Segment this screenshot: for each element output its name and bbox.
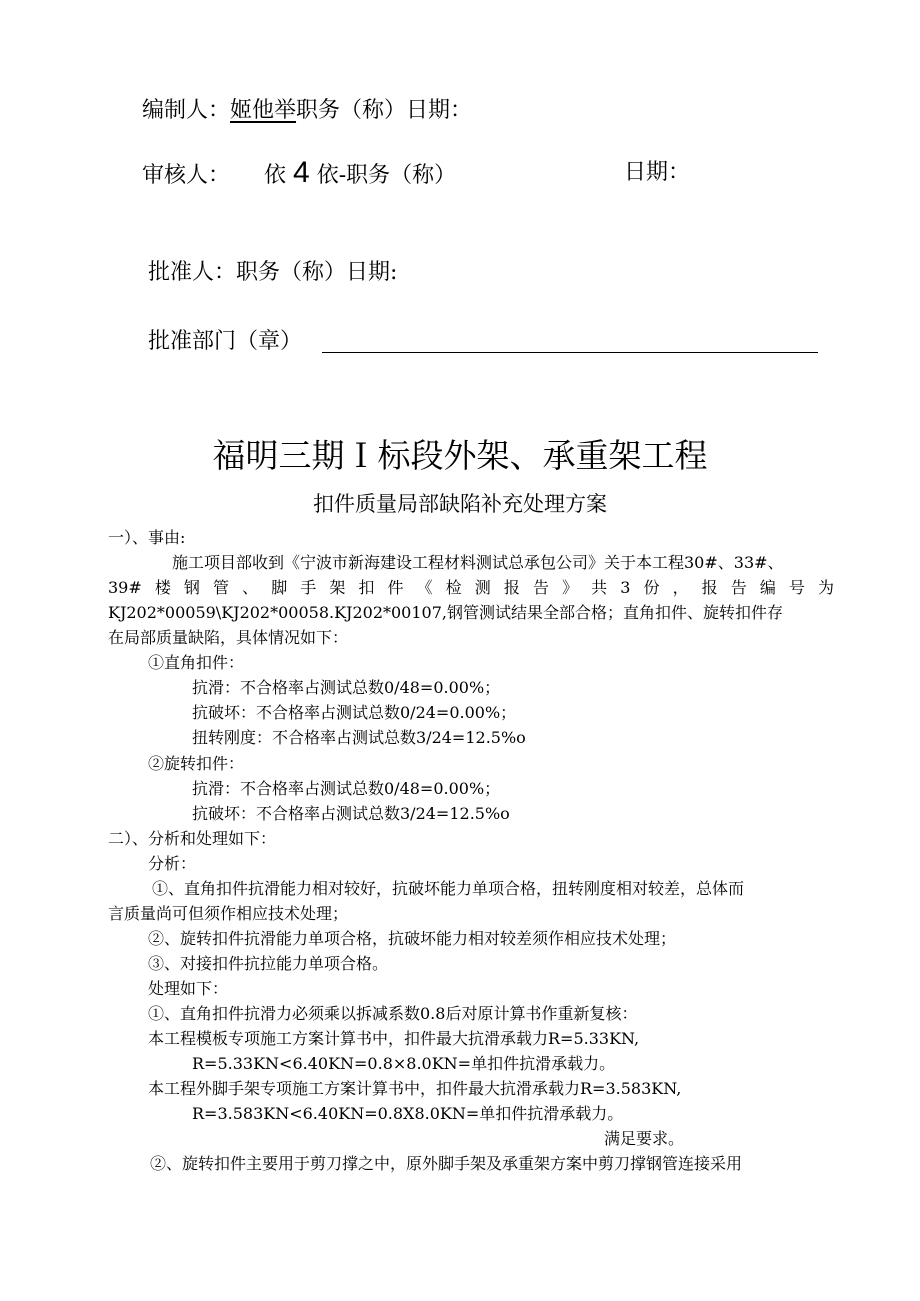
- compiler-label: 编制人：: [142, 98, 231, 123]
- ra-item-2: 抗破坏：不合格率占测试总数0/24=0.00%；: [192, 703, 517, 722]
- section1-heading: 一）、事由:: [108, 528, 186, 547]
- approver-line: 批准人：职务（称）日期:: [148, 260, 398, 285]
- reviewer-name-c: 依-职务（称）: [316, 163, 457, 188]
- document-subtitle: 扣件质量局部缺陷补充处理方案: [313, 492, 607, 516]
- reviewer-name-b: 4: [293, 156, 310, 189]
- section2-heading: 二）、分析和处理如下：: [108, 829, 277, 848]
- ra-item-1: 抗滑：不合格率占测试总数0/48=0.00%；: [192, 678, 501, 697]
- approver-department: 批准部门（章）: [148, 329, 303, 354]
- analysis-3: ③、对接扣件抗拉能力单项合格。: [148, 954, 389, 973]
- stamp-underline: [322, 352, 818, 353]
- document-title: 福明三期Ｉ标段外架、承重架工程: [212, 436, 708, 475]
- sw-item-1: 抗滑：不合格率占测试总数0/48=0.00%；: [192, 779, 501, 798]
- treatment-label: 处理如下：: [148, 979, 229, 998]
- swivel-heading: ②旋转扣件：: [148, 754, 245, 773]
- treatment-2: ②、旋转扣件主要用于剪刀撑之中，原外脚手架及承重架方案中剪刀撑钢管连接采用: [150, 1154, 743, 1173]
- analysis-1-line2: 言质量尚可但须作相应技术处理；: [108, 904, 349, 923]
- right-angle-heading: ①直角扣件：: [148, 653, 245, 672]
- compiler-rest: 职务（称）日期：: [296, 98, 473, 123]
- treatment-1-b: R=5.33KN<6.40KN=0.8×8.0KN=单扣件抗滑承载力。: [192, 1054, 616, 1073]
- compiler-name: 姬他举: [230, 98, 297, 123]
- s1-para-line1: 施工项目部收到《宁波市新海建设工程材料测试总承包公司》关于本工程30#、33#、: [172, 553, 784, 572]
- s1-para-line2: 39#楼钢管、脚手架扣件《检测报告》共3份，报告编号为: [108, 578, 834, 597]
- compiler-line: [142, 100, 472, 122]
- analysis-2: ②、旋转扣件抗滑能力单项合格，抗破坏能力相对较差须作相应技术处理；: [148, 929, 677, 948]
- s1-para-line4: 在局部质量缺陷，具体情况如下：: [108, 628, 349, 647]
- reviewer-date: 日期：: [624, 160, 691, 185]
- treatment-1-ok: 满足要求。: [604, 1129, 685, 1148]
- treatment-1: ①、直角扣件抗滑力必须乘以拆减系数0.8后对原计算书作重新复核：: [148, 1004, 638, 1023]
- treatment-1-c: 本工程外脚手架专项施工方案计算书中，扣件最大抗滑承载力R=3.583KN,: [148, 1079, 682, 1098]
- analysis-1-line1: ①、直角扣件抗滑能力相对较好，抗破坏能力单项合格，扭转刚度相对较差，总体而: [152, 879, 745, 898]
- reviewer-name-a: 依: [264, 163, 287, 188]
- s1-para-line3: KJ202*00059\KJ202*00058.KJ202*00107,钢管测试结果全部合格；直角扣件、旋转扣件存: [108, 603, 783, 622]
- reviewer-line: [142, 158, 456, 188]
- ra-item-3: 扭转刚度：不合格率占测试总数3/24=12.5%o: [192, 728, 526, 747]
- treatment-1-d: R=3.583KN<6.40KN=0.8X8.0KN=单扣件抗滑承载力。: [192, 1104, 624, 1123]
- sw-item-2: 抗破坏：不合格率占测试总数3/24=12.5%o: [192, 804, 510, 823]
- analysis-label: 分析：: [148, 854, 197, 873]
- reviewer-label: 审核人：: [142, 163, 231, 188]
- treatment-1-a: 本工程模板专项施工方案计算书中，扣件最大抗滑承载力R=5.33KN,: [148, 1029, 640, 1048]
